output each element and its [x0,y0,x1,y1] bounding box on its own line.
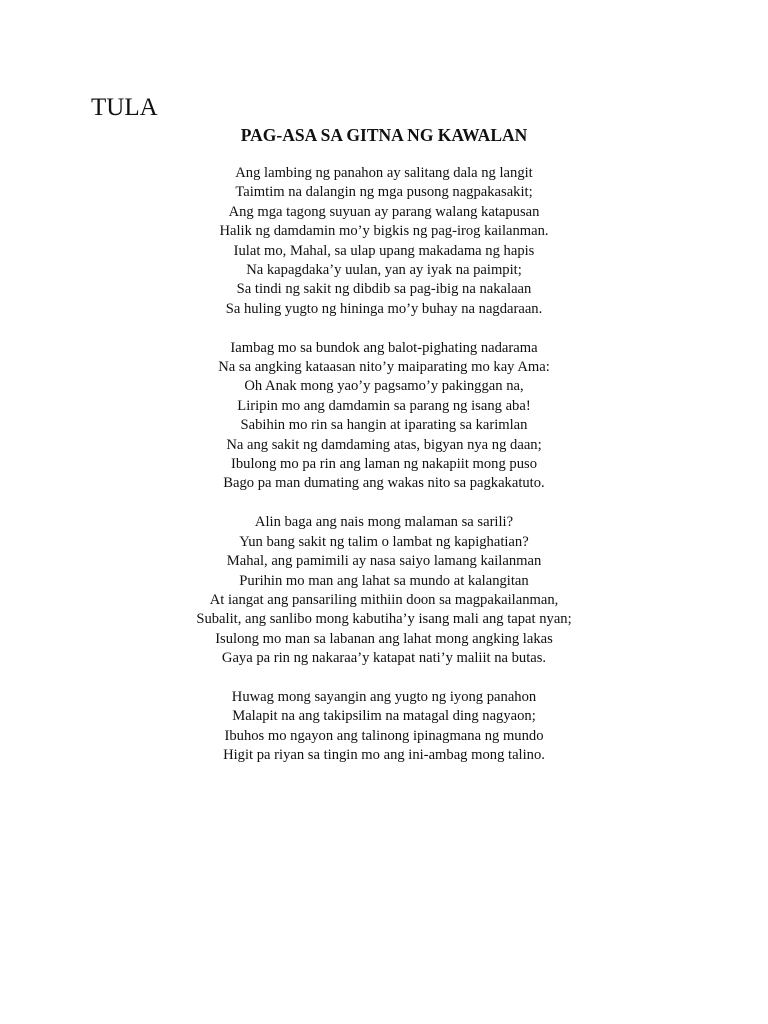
poem-line: Subalit, ang sanlibo mong kabutiha’y isang mali ang tapat nyan; [196,611,572,628]
stanza-4 [0,688,768,766]
stanza-2 [0,339,768,494]
poem-line: Alin baga ang nais mong malaman sa sarili? [254,514,514,531]
poem-line: Higit pa riyan sa tingin mo ang ini-ambag mong talino. [223,747,545,764]
poem-line: Na sa angking kataasan nito’y maiparating mo kay Ama: [218,359,550,376]
poem-line: Iambag mo sa bundok ang balot-pighating nadarama [230,339,538,356]
poem-line: At iangat ang pansariling mithiin doon sa magpakailanman, [209,591,559,608]
poem-line: Malapit na ang takipsilim na matagal ding nagyaon; [232,708,536,725]
poem-line: Ang mga tagong suyuan ay parang walang katapusan [228,203,540,220]
poem-line: Na ang sakit ng damdaming atas, bigyan nya ng daan; [226,436,542,453]
poem-title: PAG-ASA SA GITNA NG KAWALAN [240,125,528,145]
poem-line: Yun bang sakit ng talim o lambat ng kapighatian? [239,533,529,550]
poem-line: Sa huling yugto ng hininga mo’y buhay na nagdaraan. [225,300,543,317]
poem-line: Isulong mo man sa labanan ang lahat mong angking lakas [215,630,553,647]
poem-line: Ibuhos mo ngayon ang talinong ipinagmana ng mundo [224,727,544,744]
stanza-3 [0,513,768,668]
poem-line: Liripin mo ang damdamin sa parang ng isang aba! [237,397,531,414]
poem-line: Huwag mong sayangin ang yugto ng iyong panahon [231,688,537,705]
poem-line: Na kapagdaka’y uulan, yan ay iyak na paimpit; [246,262,522,279]
poem-line: Taimtim na dalangin ng mga pusong nagpakasakit; [235,184,533,201]
poem-line: Sa tindi ng sakit ng dibdib sa pag-ibig na nakalaan [236,281,532,298]
poem-line: Gaya pa rin ng nakaraa’y katapat nati’y maliit na butas. [221,650,547,667]
poem-line: Ibulong mo pa rin ang laman ng nakapiit mong puso [230,456,537,473]
poem-line: Sabihin mo rin sa hangin at iparating sa karimlan [240,417,528,434]
poem-line: Bago pa man dumating ang wakas nito sa pagkakatuto. [223,475,545,492]
poem-line: Oh Anak mong yao’y pagsamo’y pakinggan na, [244,378,524,395]
stanza-1 [0,164,768,319]
poem-body [0,164,768,785]
poem-line: Ang lambing ng panahon ay salitang dala ng langit [235,165,533,181]
poem-line: Iulat mo, Mahal, sa ulap upang makadama ng hapis [233,242,535,259]
poem-line: Mahal, ang pamimili ay nasa saiyo lamang kailanman [226,553,542,570]
poem-line: Purihin mo man ang lahat sa mundo at kalangitan [239,572,529,589]
poem-line: Halik ng damdamin mo’y bigkis ng pag-irog kailanman. [219,223,549,240]
document-label: TULA [91,94,158,121]
